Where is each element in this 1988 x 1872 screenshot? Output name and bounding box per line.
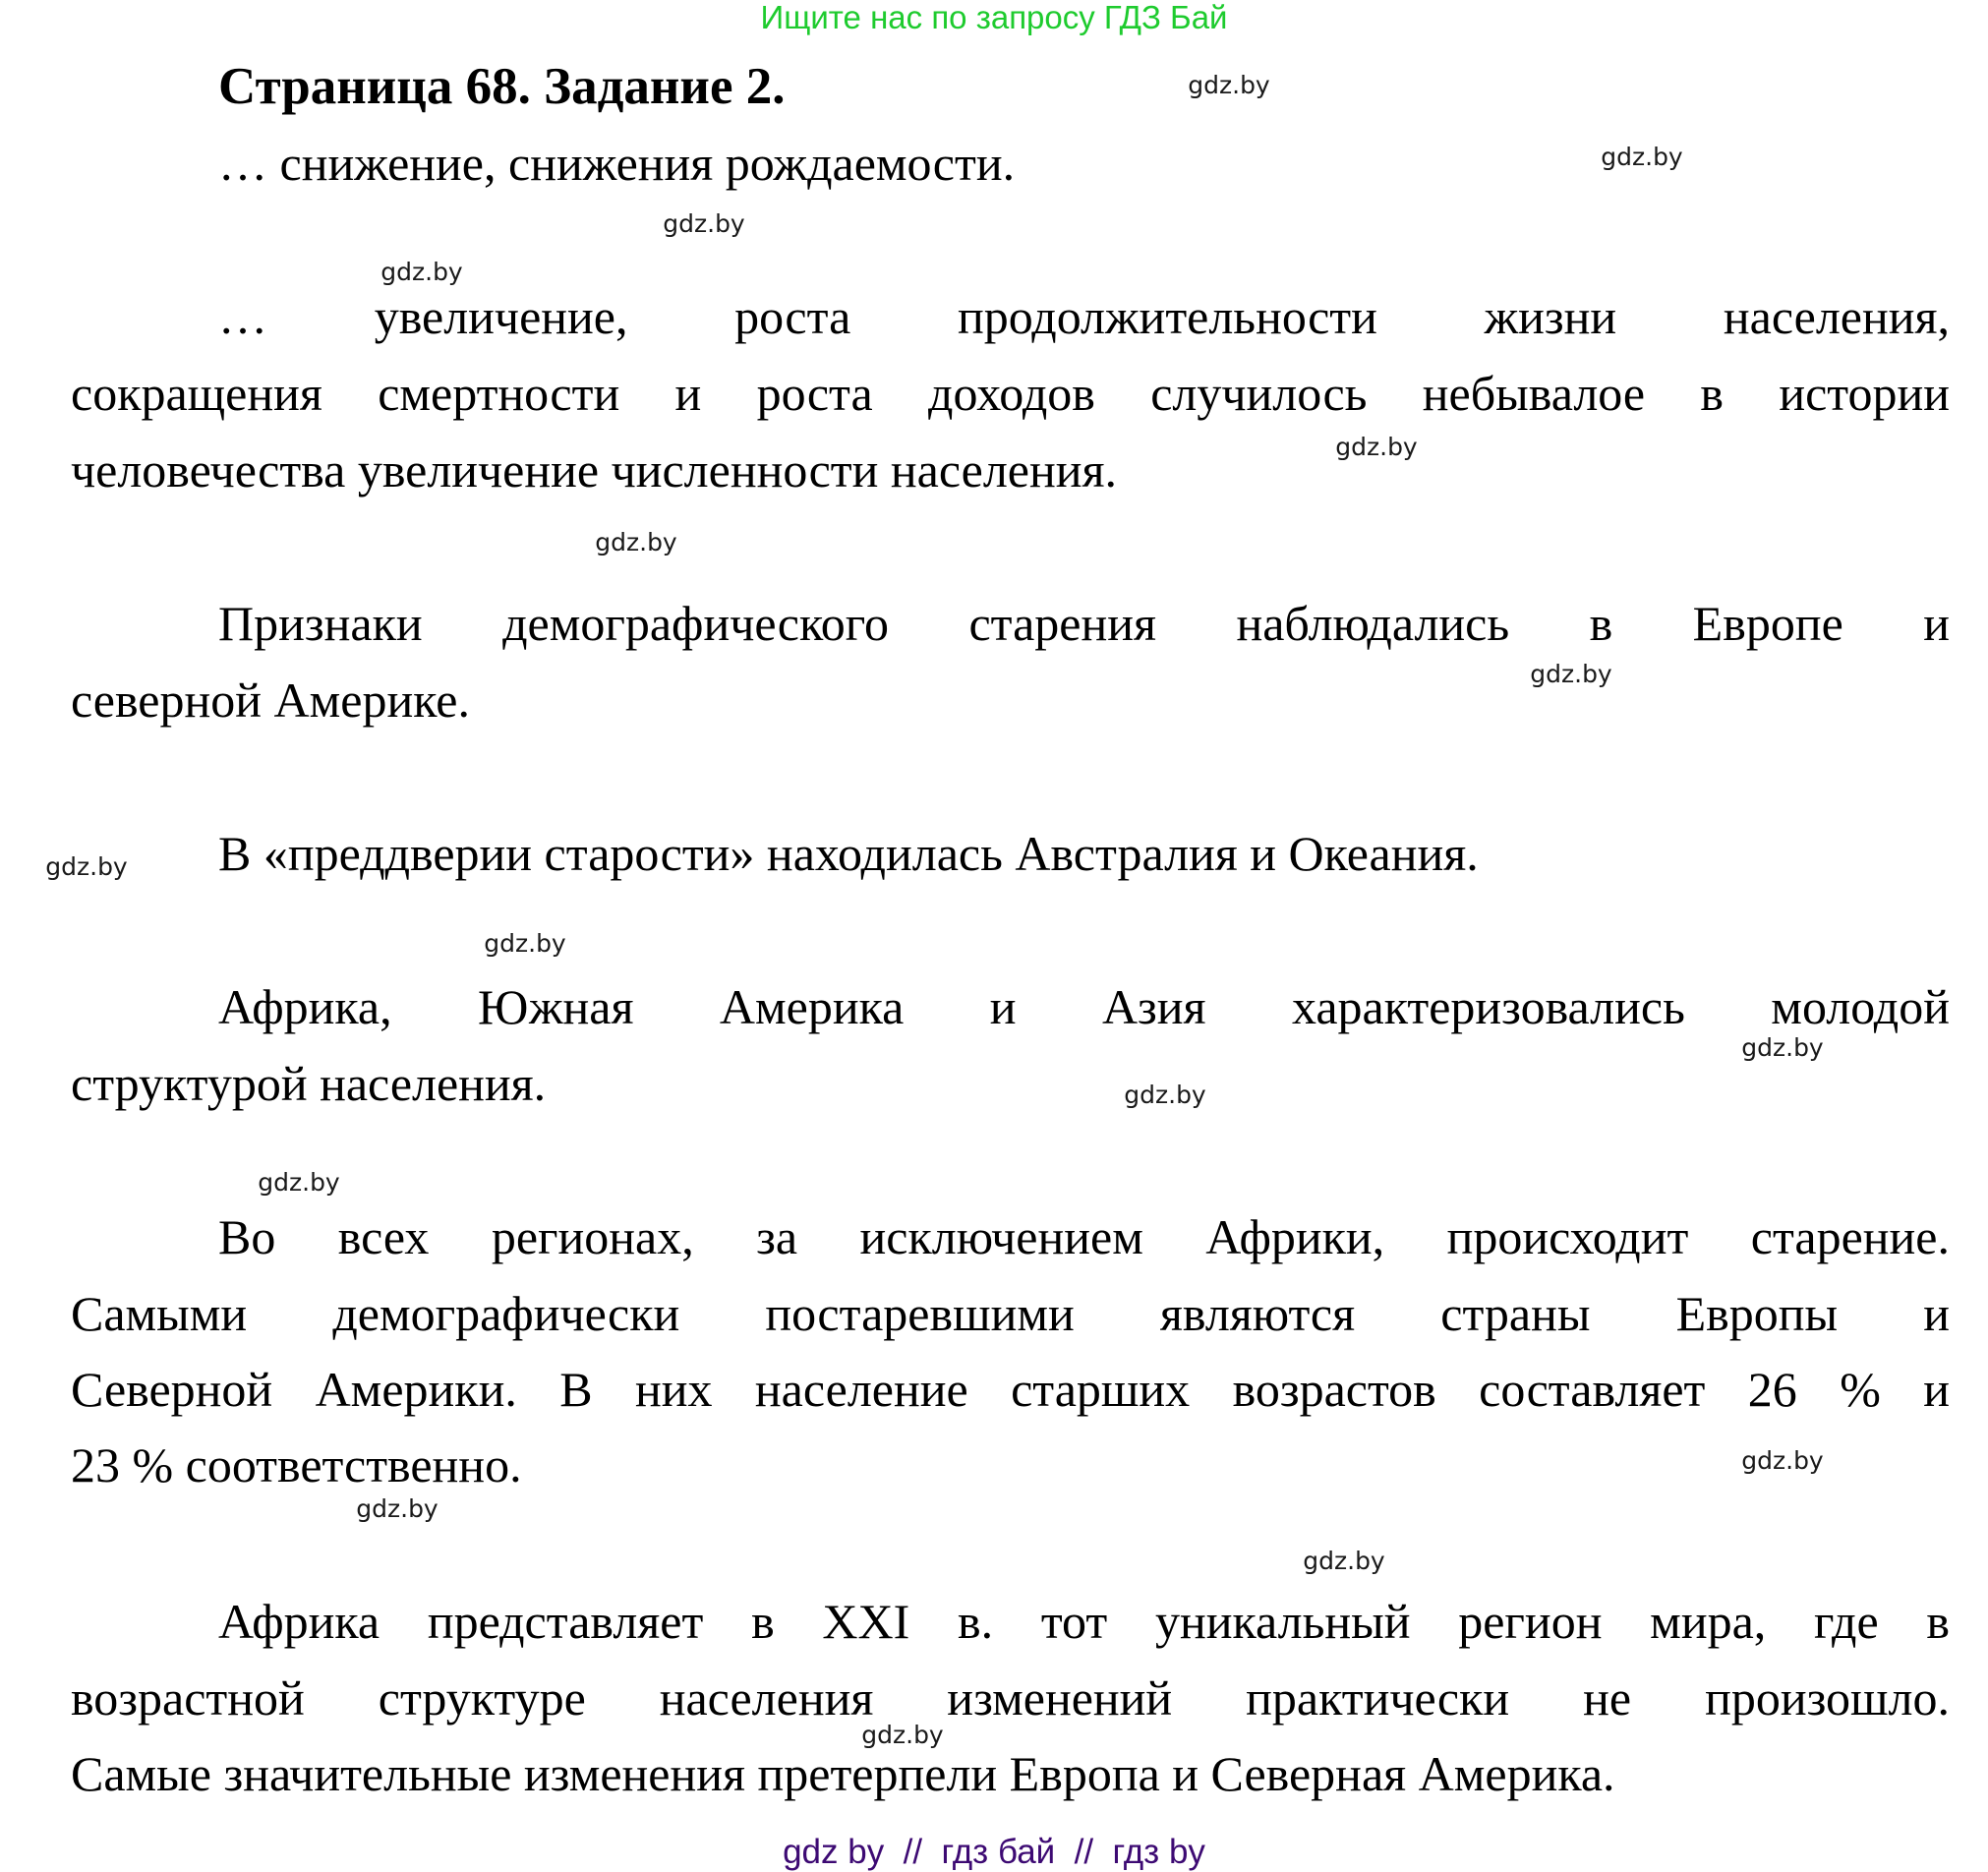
watermark: gdz.by <box>595 528 677 556</box>
site-footer-links: gdz by // гдз бай // гдз by <box>783 1833 1205 1871</box>
watermark: gdz.by <box>484 929 566 958</box>
watermark: gdz.by <box>1124 1081 1206 1109</box>
paragraph-2-line-3: человечества увеличение численности населения. <box>71 442 1117 497</box>
paragraph-5-line-1: Африка, Южная Америка и Азия характеризовались молодой <box>218 979 1950 1034</box>
paragraph-6-line-1: Во всех регионах, за исключением Африки, происходит старение. <box>218 1209 1950 1264</box>
watermark: gdz.by <box>1303 1547 1385 1575</box>
watermark: gdz.by <box>380 258 463 286</box>
paragraph-4-line-1: В «преддверии старости» находилась Австралия и Океания. <box>218 826 1479 881</box>
paragraph-2-line-1: … увеличение, роста продолжительности жизни населения, <box>218 289 1950 344</box>
watermark: gdz.by <box>861 1721 944 1749</box>
watermark: gdz.by <box>1741 1446 1824 1475</box>
paragraph-2-line-2: сокращения смертности и роста доходов случилось небывалое в истории <box>71 366 1950 421</box>
paragraph-6-line-2: Самыми демографически постаревшими являются страны Европы и <box>71 1286 1950 1341</box>
search-hint-banner: Ищите нас по запросу ГДЗ Бай <box>760 0 1228 35</box>
paragraph-7-line-2: возрастной структуре населения изменений практически не произошло. <box>71 1670 1950 1726</box>
watermark: gdz.by <box>356 1494 439 1523</box>
paragraph-7-line-3: Самые значительные изменения претерпели Европа и Северная Америка. <box>71 1746 1615 1801</box>
paragraph-1-line-1: … снижение, снижения рождаемости. <box>218 136 1016 191</box>
watermark: gdz.by <box>258 1168 340 1197</box>
watermark: gdz.by <box>663 209 745 238</box>
paragraph-3-line-2: северной Америке. <box>71 673 470 728</box>
watermark: gdz.by <box>1741 1033 1824 1062</box>
paragraph-3-line-1: Признаки демографического старения наблюдались в Европе и <box>218 596 1950 651</box>
watermark: gdz.by <box>1335 433 1418 461</box>
watermark: gdz.by <box>1188 71 1270 99</box>
paragraph-7-line-1: Африка представляет в XXI в. тот уникальный регион мира, где в <box>218 1594 1950 1649</box>
watermark: gdz.by <box>1601 143 1683 171</box>
paragraph-6-line-4: 23 % соответственно. <box>71 1437 522 1492</box>
watermark: gdz.by <box>1530 660 1612 688</box>
page-title: Страница 68. Задание 2. <box>218 58 786 115</box>
paragraph-5-line-2: структурой населения. <box>71 1056 547 1111</box>
paragraph-6-line-3: Северной Америки. В них население старших возрастов составляет 26 % и <box>71 1362 1950 1417</box>
watermark: gdz.by <box>45 852 128 881</box>
